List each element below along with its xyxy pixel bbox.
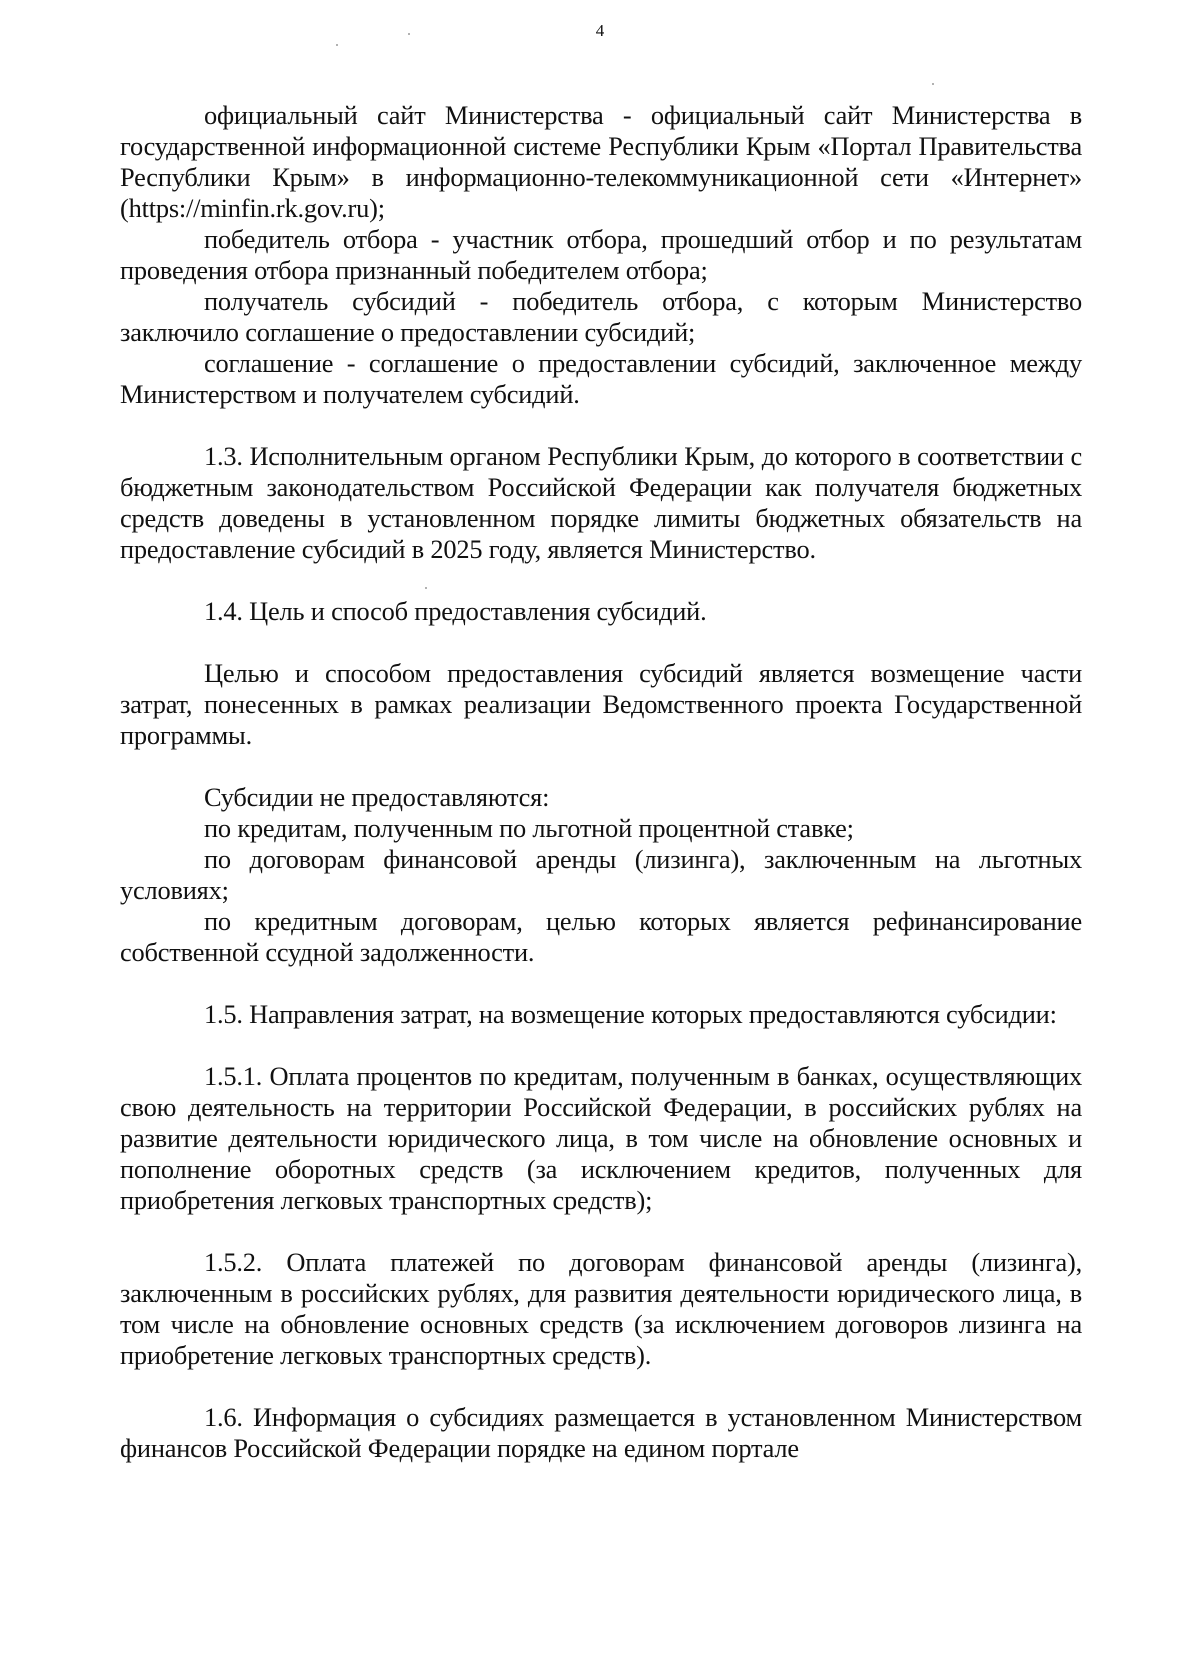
paragraph-section-1-3: 1.3. Исполнительным органом Республики Крым, до которого в соответствии с бюджетным законодательством Российской Федерации как получателя бюджетных средств доведены в установленном порядке лимиты бюджетных обязательств на предоставление субсидий в 2025 году, является Министерство. — [120, 441, 1082, 564]
paragraph-section-1-5: 1.5. Направления затрат, на возмещение которых предоставляются субсидии: — [204, 999, 1057, 1029]
scan-speck — [932, 83, 934, 85]
paragraph-definition-agreement: соглашение - соглашение о предоставлении субсидий, заключенное между Министерством и получателем субсидий. — [120, 348, 1082, 409]
document-body — [120, 100, 1082, 1464]
paragraph-section-1-5-1: 1.5.1. Оплата процентов по кредитам, полученным в банках, осуществляющих свою деятельность на территории Российской Федерации, в российских рублях на развитие деятельности юридического лица, в том числе на обновление основных и пополнение оборотных средств (за исключением кредитов, полученных для приобретения легковых транспортных средств); — [120, 1061, 1082, 1215]
paragraph-section-1-4: 1.4. Цель и способ предоставления субсидий. — [204, 596, 707, 626]
scan-speck — [336, 44, 338, 46]
paragraph-section-1-6: 1.6. Информация о субсидиях размещается в установленном Министерством финансов Российской Федерации порядке на едином портале — [120, 1402, 1082, 1463]
paragraph-not-provided-item-1: по кредитам, полученным по льготной процентной ставке; — [204, 813, 854, 843]
paragraph-definition-subsidy-recipient: получатель субсидий - победитель отбора, с которым Министерство заключило соглашение о предоставлении субсидий; — [120, 286, 1082, 347]
paragraph-not-provided-item-3: по кредитным договорам, целью которых является рефинансирование собственной ссудной задолженности. — [120, 906, 1082, 967]
paragraph-not-provided-heading: Субсидии не предоставляются: — [204, 782, 550, 812]
paragraph-section-1-5-2: 1.5.2. Оплата платежей по договорам финансовой аренды (лизинга), заключенным в российских рублях, для развития деятельности юридического лица, в том числе на обновление основных средств (за исключением договоров лизинга на приобретение легковых транспортных средств). — [120, 1247, 1082, 1370]
paragraph-purpose-text: Целью и способом предоставления субсидий является возмещение части затрат, понесенных в рамках реализации Ведомственного проекта Государственной программы. — [120, 658, 1082, 750]
page-number: 4 — [595, 21, 605, 40]
paragraph-definition-official-site: официальный сайт Министерства - официальный сайт Министерства в государственной информационной системе Республики Крым «Портал Правительства Республики Крым» в информационно-телекоммуникационной сети «Интернет» (https://minfin.rk.gov.ru); — [120, 100, 1082, 223]
scan-speck — [408, 33, 410, 35]
paragraph-definition-selection-winner: победитель отбора - участник отбора, прошедший отбор и по результатам проведения отбора признанный победителем отбора; — [120, 224, 1082, 285]
paragraph-not-provided-item-2: по договорам финансовой аренды (лизинга), заключенным на льготных условиях; — [120, 844, 1082, 905]
